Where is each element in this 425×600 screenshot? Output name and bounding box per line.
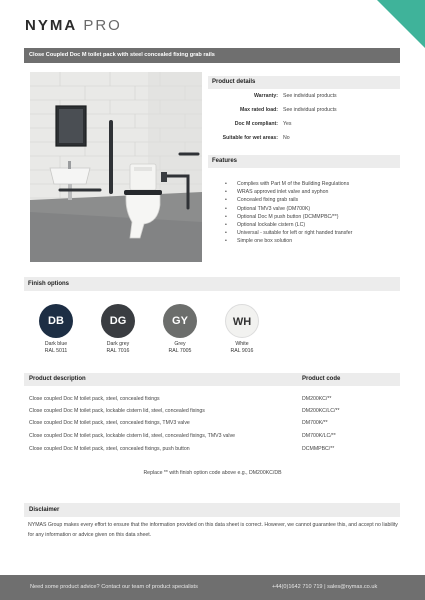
details-row-docm xyxy=(208,121,400,135)
swatch-circle: WH xyxy=(225,304,259,338)
swatch-dark-grey xyxy=(98,304,138,354)
details-label: Doc M compliant: xyxy=(234,121,278,127)
swatch-ral: RAL 5011 xyxy=(44,347,68,354)
brand-logo xyxy=(25,17,122,34)
swatch-grey xyxy=(160,304,200,354)
brand-name-bold: NYMA xyxy=(25,17,78,34)
disclaimer-text: NYMAS Group makes every effort to ensure that the information provided on this data sheet is correct. However, we cannot guarantee this, and accept no liability for any information or advice given on this data sheet. xyxy=(28,522,398,538)
details-value: No xyxy=(283,135,290,141)
swatch-name: White xyxy=(235,341,249,347)
feature-item: • Concealed fixing grab rails xyxy=(225,197,403,205)
swatch-name: Dark blue xyxy=(44,341,68,347)
product-details-table xyxy=(208,93,400,149)
swatch-ral: RAL 7005 xyxy=(168,347,192,354)
product-photo xyxy=(30,72,202,262)
col-header-code: Product code xyxy=(302,376,341,382)
feature-item: • Optional lockable cistern (LC) xyxy=(225,222,403,230)
swatch-white xyxy=(222,304,262,354)
product-code: DCMMPBC/** xyxy=(302,446,335,452)
swatch-circle: GY xyxy=(163,304,197,338)
feature-item: • WRAS approved inlet valve and syphon xyxy=(225,189,403,197)
footer-contact-link[interactable]: +44(0)1642 710 719 | sales@nymas.co.uk xyxy=(272,584,378,590)
product-description: Close coupled Doc M toilet pack, steel, concealed fixings, push button xyxy=(29,446,190,452)
feature-item: • Simple one box solution xyxy=(225,238,403,246)
features-heading: Features xyxy=(208,155,400,168)
product-code: DM700K/LC/** xyxy=(302,433,336,439)
product-details-heading: Product details xyxy=(208,76,400,89)
swatch-name: Dark grey xyxy=(106,341,130,347)
swatch-ral: RAL 7016 xyxy=(106,347,130,354)
code-note: Replace ** with finish option code above e.g., DM200KC/DB xyxy=(143,470,282,476)
product-code: DM200KC/LC/** xyxy=(302,408,340,414)
product-description: Close coupled Doc M toilet pack, steel, concealed fixings xyxy=(29,396,160,402)
product-table-header xyxy=(24,373,400,386)
details-value: Yes xyxy=(283,121,292,127)
feature-item: • Universal - suitable for left or right handed transfer xyxy=(225,230,403,238)
details-value: See individual products xyxy=(283,107,337,113)
feature-item: • Optional Doc M push button (DCMMPBC/**) xyxy=(225,214,403,222)
footer-bar xyxy=(0,575,425,600)
feature-item: • Complies with Part M of the Building Regulations xyxy=(225,181,403,189)
product-code: DM700K/** xyxy=(302,420,328,426)
details-label: Max rated load: xyxy=(239,107,278,113)
product-description: Close coupled Doc M toilet pack, steel, concealed fixings, TMV3 valve xyxy=(29,420,190,426)
details-row-wet-areas xyxy=(208,135,400,149)
swatch-dark-blue xyxy=(36,304,76,354)
swatch-name: Grey xyxy=(174,341,186,347)
details-label: Warranty: xyxy=(253,93,278,99)
details-value: See individual products xyxy=(283,93,337,99)
corner-accent-triangle xyxy=(377,0,425,48)
footer-advice-text: Need some product advice? Contact our team of product specialists xyxy=(30,584,198,590)
details-row-warranty xyxy=(208,93,400,107)
details-label: Suitable for wet areas: xyxy=(222,135,278,141)
product-code: DM200KC/** xyxy=(302,396,332,402)
feature-item: • Optional TMV3 valve (DM700K) xyxy=(225,206,403,214)
details-row-max-load xyxy=(208,107,400,121)
product-description: Close coupled Doc M toilet pack, lockable cistern lid, steel, concealed fixings, TMV3 valve xyxy=(29,433,236,439)
brand-name-light: PRO xyxy=(83,17,122,34)
page-title: Close Coupled Doc M toilet pack with steel concealed fixing grab rails xyxy=(24,48,400,63)
swatch-ral: RAL 9016 xyxy=(230,347,254,354)
col-header-description: Product description xyxy=(29,376,86,382)
swatch-circle: DG xyxy=(101,304,135,338)
features-list xyxy=(225,181,403,247)
finish-options-heading: Finish options xyxy=(24,277,400,291)
product-description: Close coupled Doc M toilet pack, lockable cistern lid, steel, concealed fixings xyxy=(29,408,205,414)
swatch-circle: DB xyxy=(39,304,73,338)
disclaimer-heading: Disclaimer xyxy=(24,503,400,517)
